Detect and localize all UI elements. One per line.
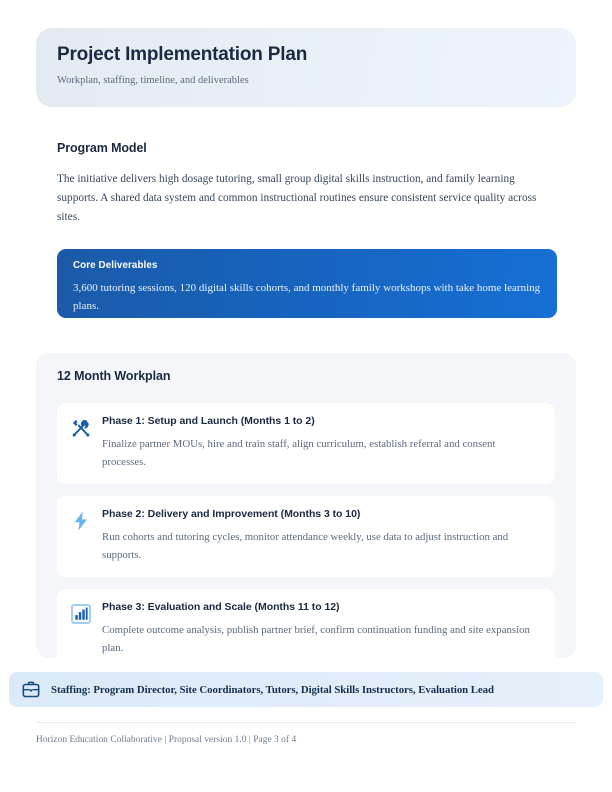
page-subtitle: Workplan, staffing, timeline, and deliverables (57, 74, 249, 86)
header-banner (36, 28, 576, 107)
phase-description: Finalize partner MOUs, hire and train staff, align curriculum, establish referral and consent processes. (102, 438, 496, 469)
page-title: Project Implementation Plan (57, 44, 308, 65)
core-deliverables-callout (57, 249, 557, 318)
phase-description: Complete outcome analysis, publish partner brief, confirm continuation funding and site expansion plan. (102, 624, 530, 655)
phase-title: Phase 2: Delivery and Improvement (Months 3 to 10) (102, 508, 361, 521)
phase-description: Run cohorts and tutoring cycles, monitor attendance weekly, use data to adjust instruction and supports. (102, 531, 509, 562)
footer-divider (36, 722, 576, 723)
program-model-heading: Program Model (57, 141, 147, 155)
bar-chart-icon (70, 603, 92, 625)
staffing-band (9, 672, 603, 707)
callout-label: Core Deliverables (73, 260, 158, 271)
tools-icon (70, 417, 92, 439)
phase-list (57, 403, 555, 682)
workplan-panel (36, 353, 576, 658)
phase-card (57, 496, 555, 577)
program-model-paragraph: The initiative delivers high dosage tutoring, small group digital skills instruction, and family learning supports. A shared data system and common instructional routines ensure consistent service quality across sites. (57, 173, 537, 223)
footer-text: Horizon Education Collaborative | Proposal version 1.0 | Page 3 of 4 (36, 735, 297, 745)
callout-text: 3,600 tutoring sessions, 120 digital skills cohorts, and monthly family workshops with take home learning plans. (73, 282, 541, 312)
phase-title: Phase 1: Setup and Launch (Months 1 to 2) (102, 415, 315, 427)
staffing-text: Staffing: Program Director, Site Coordinators, Tutors, Digital Skills Instructors, Evaluation Lead (51, 683, 494, 696)
lightning-bolt-icon (70, 510, 92, 532)
phase-card (57, 589, 555, 670)
briefcase-icon (21, 680, 41, 700)
phase-card (57, 403, 555, 484)
workplan-heading: 12 Month Workplan (57, 369, 171, 383)
phase-title: Phase 3: Evaluation and Scale (Months 11 to 12) (102, 601, 340, 614)
